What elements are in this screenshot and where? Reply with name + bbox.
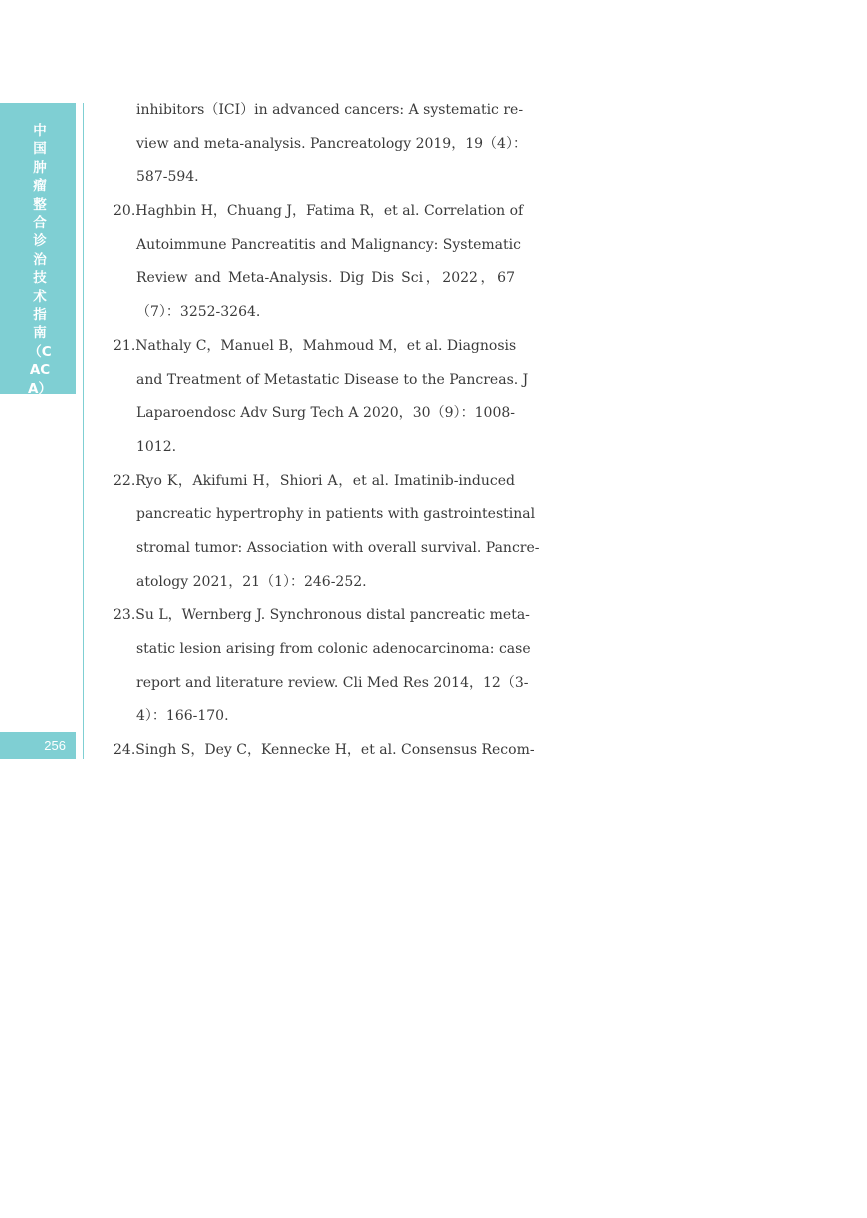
reference-line: 24.Singh S，Dey C，Kennecke H，et al. Consensus Recom-: [113, 742, 535, 759]
reference-line: 21.Nathaly C，Manuel B，Mahmoud M，et al. Diagnosis: [113, 337, 517, 354]
reference-line: stromal tumor: Association with overall survival. Pancre-: [136, 539, 540, 556]
reference-line: and Treatment of Metastatic Disease to the Pancreas. J: [136, 371, 529, 388]
reference-line: 4）：166-170.: [136, 708, 229, 725]
reference-line: 20.Haghbin H，Chuang J，Fatima R，et al. Correlation of: [113, 203, 524, 220]
reference-line: 22.Ryo K，Akifumi H，Shiori A，et al. Imatinib-induced: [113, 472, 515, 489]
sidebar-title: 中国肿瘤整合诊治技术指南（CACA）: [28, 123, 52, 397]
reference-line: inhibitors（ICI）in advanced cancers: A systematic re-: [136, 102, 524, 118]
reference-line: report and literature review. Cli Med Res 2014，12（3-: [136, 674, 529, 691]
reference-line: pancreatic hypertrophy in patients with gastrointestinal: [136, 506, 536, 523]
reference-line: Review and Meta-Analysis. Dig Dis Sci，2022，67: [136, 270, 515, 287]
page-number: 256: [44, 738, 66, 753]
reference-line: atology 2021，21（1）：246-252.: [136, 573, 367, 590]
reference-line: static lesion arising from colonic adenocarcinoma: case: [136, 641, 531, 657]
reference-item: [113, 599, 531, 734]
reference-line: view and meta-analysis. Pancreatology 2019，19（4）：: [136, 135, 527, 152]
margin-divider: [83, 103, 84, 759]
reference-line: Laparoendosc Adv Surg Tech A 2020，30（9）：1008-: [136, 405, 515, 422]
reference-item: [113, 734, 535, 768]
reference-line: 1012.: [136, 438, 177, 455]
reference-line: Autoimmune Pancreatitis and Malignancy: Systematic: [136, 236, 521, 253]
reference-item: [113, 94, 527, 195]
reference-line: （7）：3252-3264.: [136, 304, 261, 321]
reference-list: [113, 94, 540, 768]
reference-item: [113, 465, 540, 600]
reference-item: [113, 195, 524, 330]
reference-line: 23.Su L，Wernberg J. Synchronous distal pancreatic meta-: [113, 607, 530, 624]
reference-line: 587-594.: [136, 169, 199, 186]
reference-item: [113, 330, 529, 465]
page-number-box: [0, 732, 76, 759]
